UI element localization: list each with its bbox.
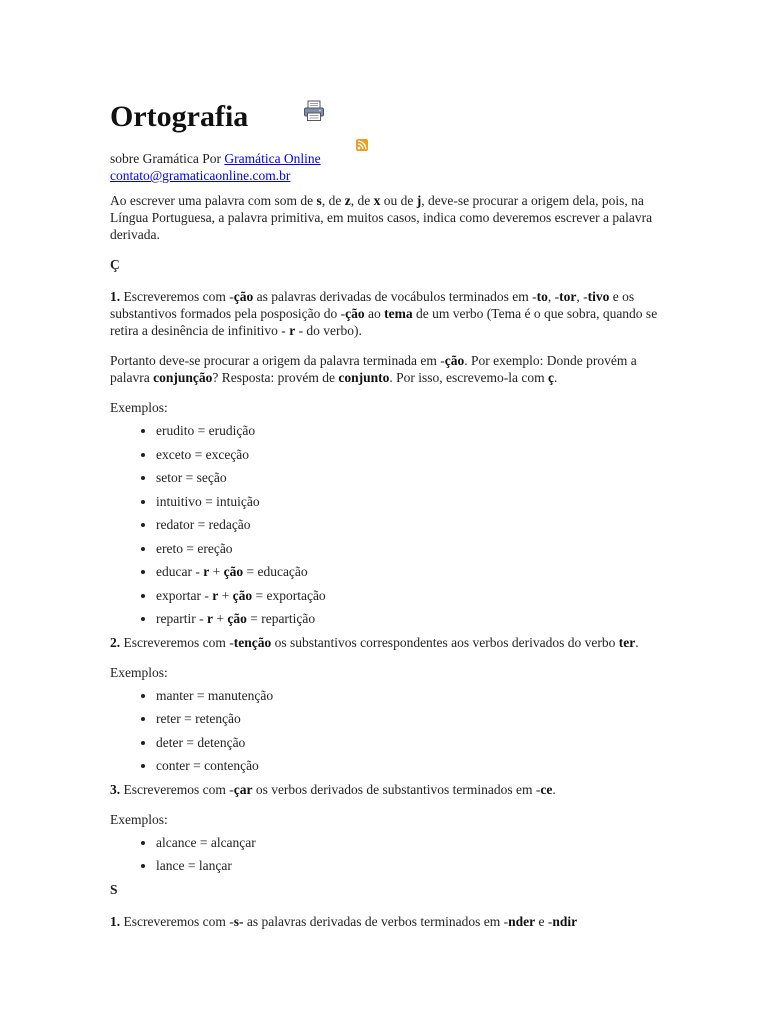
list-item: • erudito = erudição [156,422,660,439]
list-item: • setor = seção [156,469,660,486]
examples-label: Exemplos: [110,664,168,680]
list-item: • conter = contenção [156,757,660,774]
list-item: • exportar - r + ção = exportação [156,587,660,604]
list-item: • lance = lançar [156,857,660,874]
byline [110,150,660,184]
email-link[interactable]: contato@gramaticaonline.com.br [110,168,291,183]
examples-label: Exemplos: [110,811,168,827]
list-item: • intuitivo = intuição [156,493,660,510]
rule-2-paragraph: 2. Escreveremos com -tenção os substantivos correspondentes aos verbos derivados do verbo ter. [110,634,639,650]
examples-list-3 [110,834,660,875]
list-item: • exceto = exceção [156,446,660,463]
list-item: • reter = retenção [156,710,660,727]
intro-paragraph: Ao escrever uma palavra com som de s, de z, de x ou de j, deve-se procurar a origem dela, pois, na Língua Portuguesa, a palavra primitiva, em muitos casos, indica como deveremos escrever a palavra derivada. [110,193,653,242]
list-item: • deter = detenção [156,734,660,751]
rule-1-paragraph: 1. Escreveremos com -ção as palavras derivadas de vocábulos terminados em -to, -tor, -tivo e os substantivos formados pela posposição do -ção ao tema de um verbo (Tema é o que sobra, quando se retira a desinência de infinitivo - r - do verbo). [110,289,658,338]
article-body [110,150,660,943]
list-item: • ereto = ereção [156,540,660,557]
example-note-paragraph: Portanto deve-se procurar a origem da palavra terminada em -ção. Por exemplo: Donde provém a palavra conjunção? Resposta: provém de conjunto. Por isso, escrevemo-la com ç. [110,353,637,385]
rule-3-paragraph: 3. Escreveremos com -çar os verbos derivados de substantivos terminados em -ce. [110,781,556,797]
title-row [110,98,670,138]
list-item: • manter = manutenção [156,687,660,704]
author-link[interactable]: Gramática Online [224,151,321,166]
byline-prefix: sobre Gramática Por [110,151,225,166]
printer-icon[interactable] [303,100,325,122]
list-item: • alcance = alcançar [156,834,660,851]
list-item: • educar - r + ção = educação [156,563,660,580]
list-item: • redator = redação [156,516,660,533]
list-item: • repartir - r + ção = repartição [156,610,660,627]
page-title: Ortografia [110,100,249,133]
examples-list-2 [110,687,660,775]
examples-label: Exemplos: [110,400,168,415]
examples-list-1 [110,422,660,627]
section-heading-c: Ç [110,257,120,272]
section-heading-s: S [110,881,118,897]
s-rule-1-paragraph: 1. Escreveremos com -s- as palavras derivadas de verbos terminados em -nder e -ndir [110,913,578,929]
